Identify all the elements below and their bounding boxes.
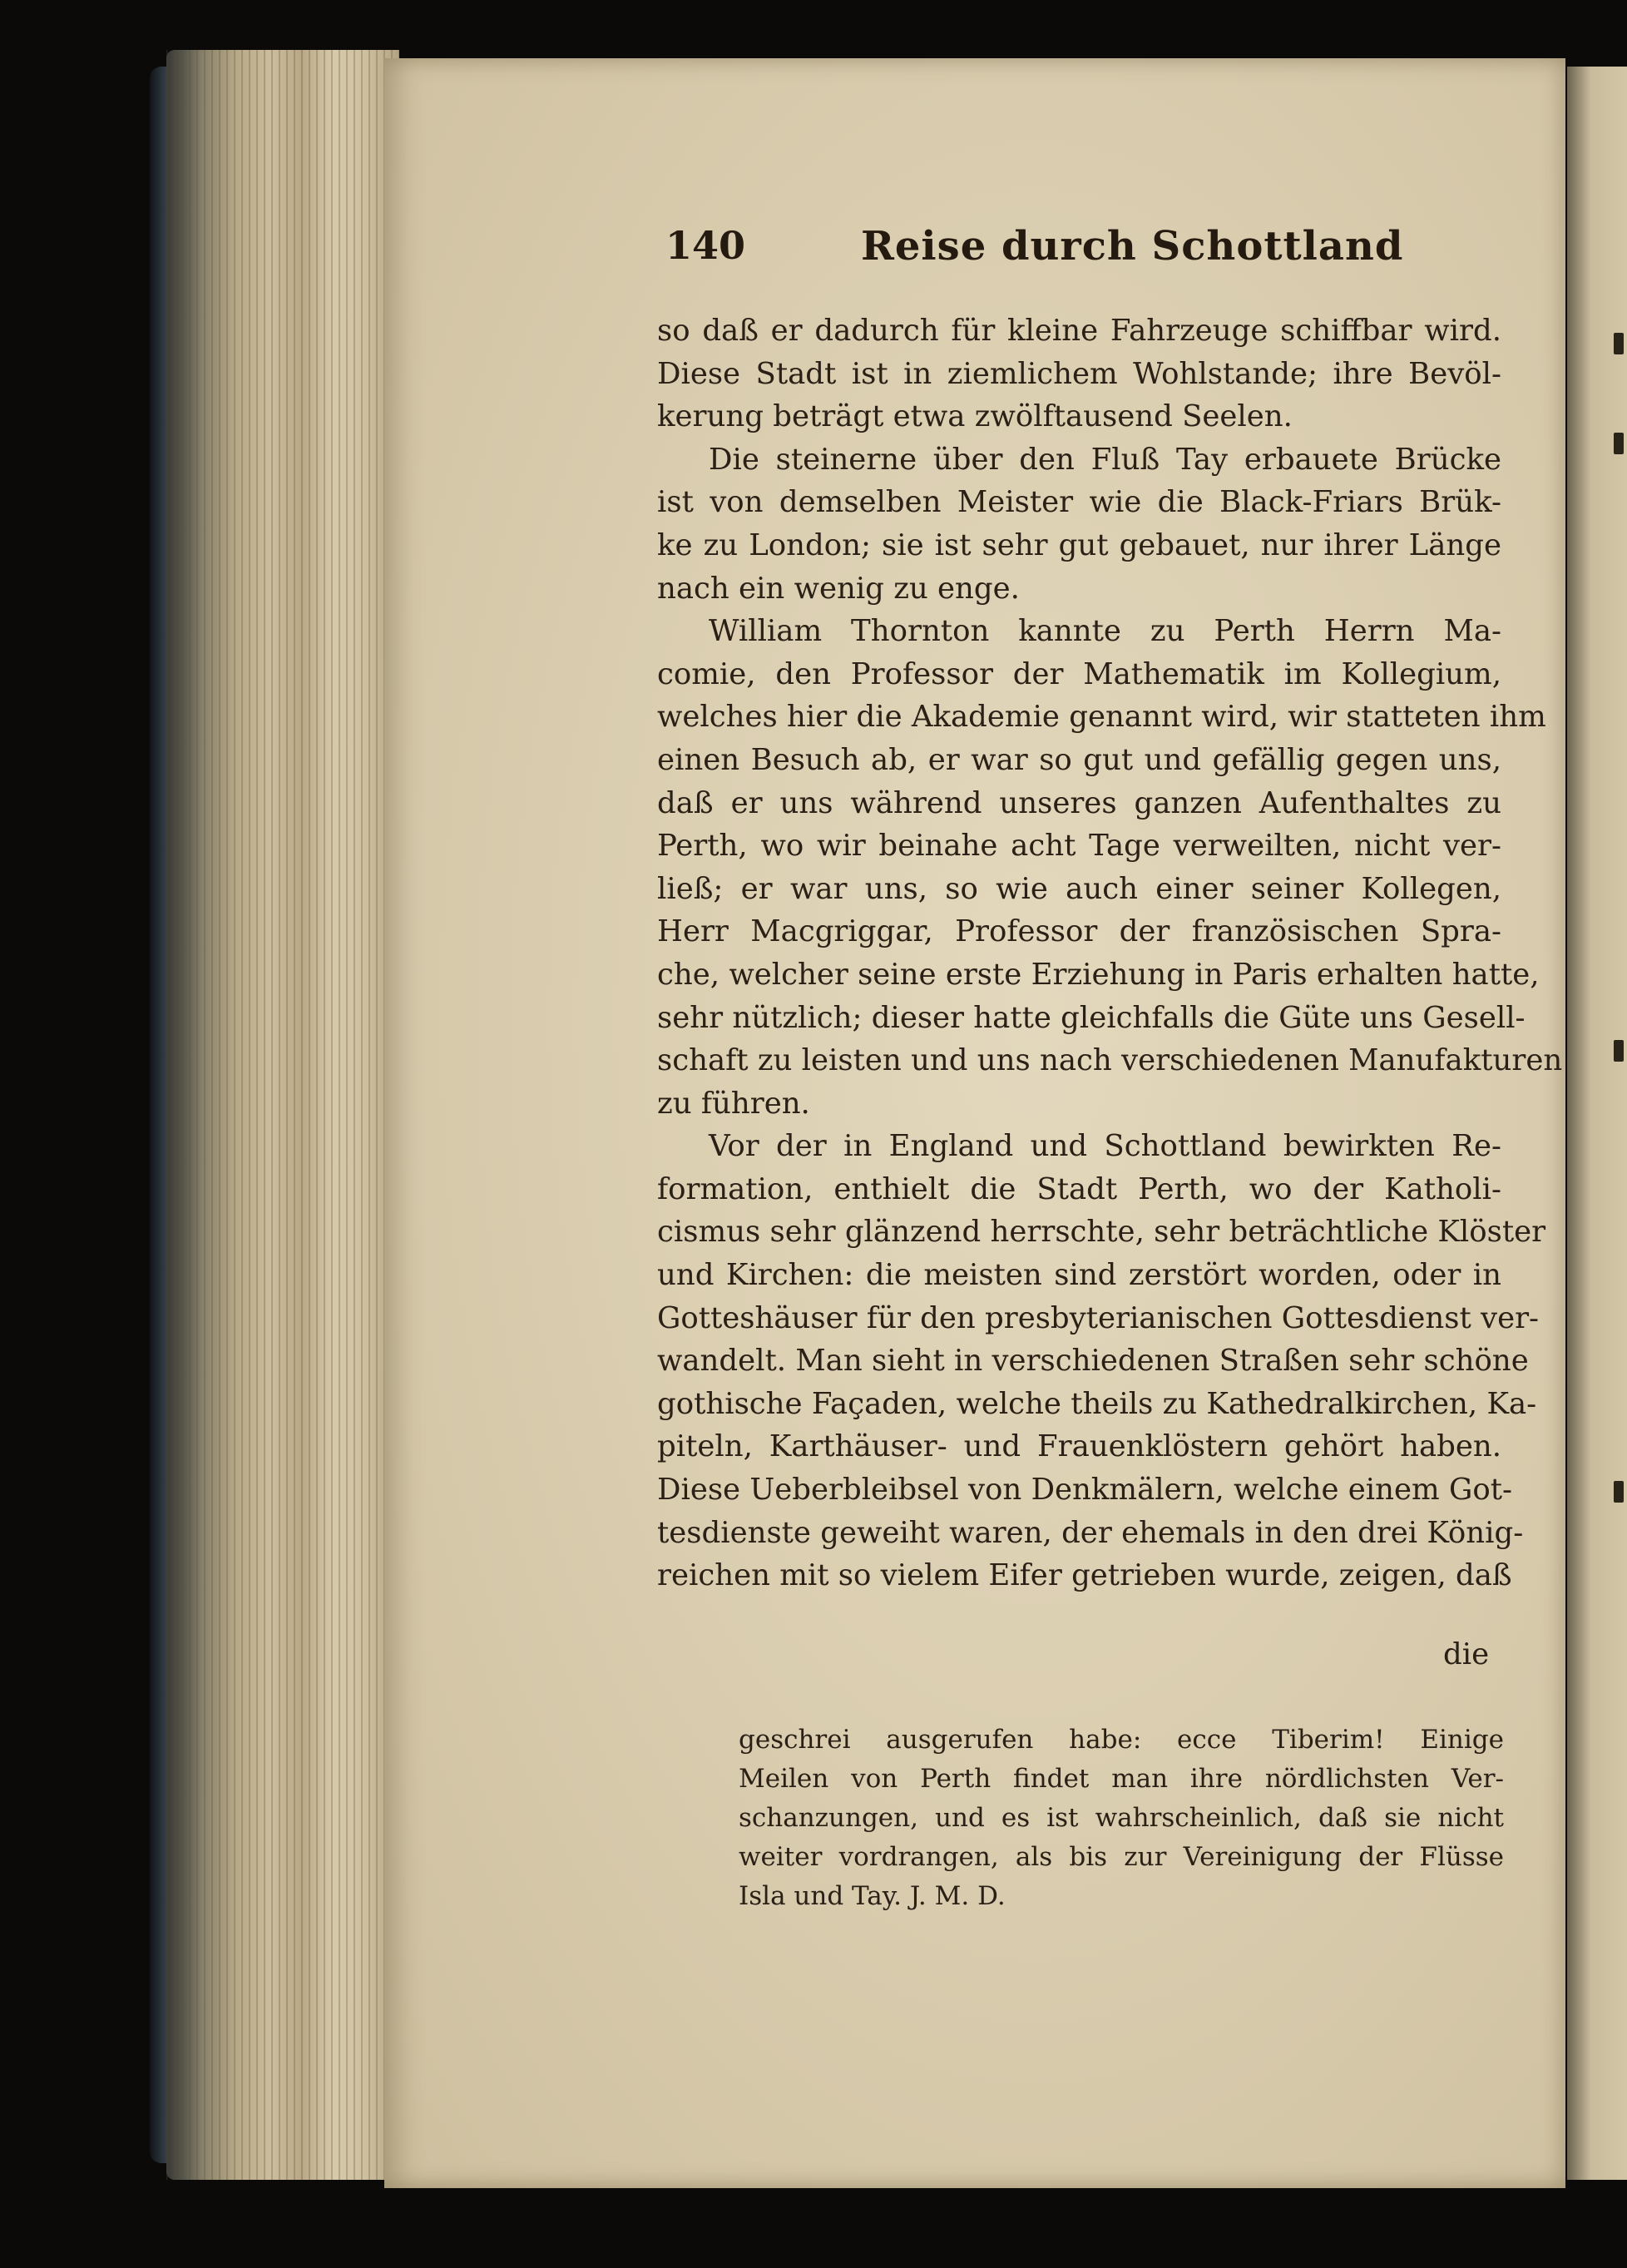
text-line: William Thornton kannte zu Perth Herrn Ma- — [709, 614, 1501, 649]
facing-page-edge — [1567, 67, 1627, 2180]
text-line: daß er uns während unseres ganzen Aufenthaltes zu — [657, 785, 1501, 820]
text-line: nach ein wenig zu enge. — [657, 571, 1020, 606]
text-line: reichen mit so vielem Eifer getrieben wurde, zeigen, daß — [657, 1558, 1512, 1593]
footnote-line: schanzungen, und es ist wahrscheinlich, daß sie nicht — [739, 1803, 1504, 1833]
text-line: comie, den Professor der Mathematik im Kollegium, — [657, 656, 1501, 691]
body-text — [657, 309, 1563, 1597]
page-edges — [166, 50, 399, 2180]
text-line: und Kirchen: die meisten sind zerstört worden, oder in — [657, 1258, 1501, 1293]
text-line: schaft zu leisten und uns nach verschiedenen Manufakturen — [657, 1043, 1563, 1078]
paragraph — [657, 610, 1563, 1125]
text-line: kerung beträgt etwa zwölftausend Seelen. — [657, 399, 1293, 434]
text-line: tesdienste geweiht waren, der ehemals in den drei König- — [657, 1515, 1524, 1550]
text-line: zu führen. — [657, 1086, 810, 1121]
running-head — [665, 223, 1497, 281]
facing-page-letter — [1614, 433, 1624, 454]
text-line: so daß er dadurch für kleine Fahrzeuge schiffbar wird. — [657, 314, 1501, 348]
text-line: formation, enthielt die Stadt Perth, wo der Katholi- — [657, 1171, 1501, 1206]
text-line: einen Besuch ab, er war so gut und gefällig gegen uns, — [657, 742, 1501, 777]
text-line: piteln, Karthäuser- und Frauenklöstern gehört haben. — [657, 1429, 1501, 1464]
catchword: die — [1443, 1637, 1490, 1671]
footnote-line: Meilen von Perth findet man ihre nördlichsten Ver- — [739, 1764, 1504, 1794]
text-line: Diese Ueberbleibsel von Denkmälern, welche einem Got- — [657, 1473, 1512, 1508]
running-title: Reise durch Schottland — [861, 223, 1404, 270]
text-line: wandelt. Man sieht in verschiedenen Straßen sehr schöne — [657, 1344, 1529, 1379]
text-line: ließ; er war uns, so wie auch einer seiner Kollegen, — [657, 871, 1501, 906]
page-number: 140 — [665, 223, 746, 268]
text-line: Herr Macgriggar, Professor der französischen Spra- — [657, 914, 1501, 949]
text-line: ke zu London; sie ist sehr gut gebauet, nur ihrer Länge — [657, 527, 1501, 562]
text-line: Perth, wo wir beinahe acht Tage verweilten, nicht ver- — [657, 829, 1501, 864]
footnote-line: Isla und Tay. J. M. D. — [739, 1881, 1006, 1911]
paragraph — [657, 438, 1501, 610]
paragraph — [657, 1125, 1546, 1597]
footnote-line: weiter vordrangen, als bis zur Vereinigung der Flüsse — [739, 1842, 1504, 1872]
paragraph — [657, 309, 1501, 438]
text-line: Die steinerne über den Fluß Tay erbauete Brücke — [709, 442, 1501, 477]
text-line: sehr nützlich; dieser hatte gleichfalls die Güte uns Gesell- — [657, 1000, 1526, 1035]
footnote — [739, 1721, 1504, 1916]
text-line: Diese Stadt ist in ziemlichem Wohlstande; ihre Bevöl- — [657, 356, 1501, 391]
text-line: welches hier die Akademie genannt wird, wir statteten ihm — [657, 700, 1546, 735]
facing-page-letter — [1614, 333, 1624, 354]
facing-page-letter — [1614, 1040, 1624, 1062]
text-line: che, welcher seine erste Erziehung in Paris erhalten hatte, — [657, 957, 1540, 992]
text-line: Gotteshäuser für den presbyterianischen Gottesdienst ver- — [657, 1300, 1540, 1335]
text-line: gothische Façaden, welche theils zu Kathedralkirchen, Ka- — [657, 1386, 1537, 1421]
text-line: cismus sehr glänzend herrschte, sehr beträchtliche Klöster — [657, 1215, 1546, 1250]
facing-page-letter — [1614, 1481, 1624, 1503]
footnote-line: geschrei ausgerufen habe: ecce Tiberim! Einige — [739, 1725, 1504, 1755]
text-line: ist von demselben Meister wie die Black-Friars Brük- — [657, 485, 1501, 520]
text-line: Vor der in England und Schottland bewirkten Re- — [709, 1129, 1501, 1164]
